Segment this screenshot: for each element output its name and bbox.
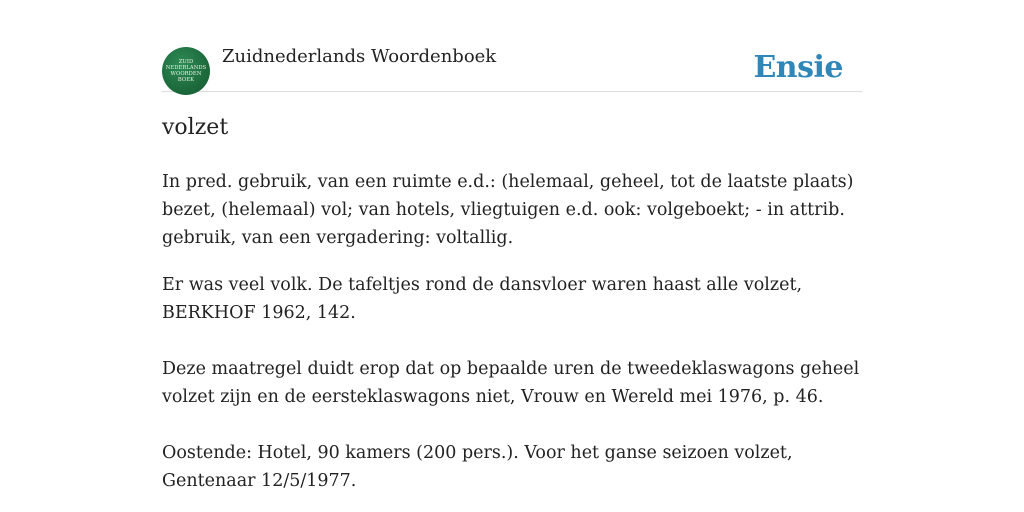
header	[162, 44, 862, 92]
example-quote: Oostende: Hotel, 90 kamers (200 pers.). Voor het ganse seizoen volzet, Gentenaar 12/5/1977.	[162, 443, 793, 491]
source-logo[interactable]	[162, 47, 210, 95]
logo-text-line: BOEK	[177, 77, 195, 83]
example-quote: Deze maatregel duidt erop dat op bepaalde uren de tweedeklaswagons geheel volzet zijn en de eersteklaswagons niet, Vrouw en Wereld mei 1976, p. 46.	[162, 359, 860, 407]
logo-text-line: ZUID	[178, 59, 194, 65]
source-name-link[interactable]: Zuidnederlands Woordenboek	[222, 46, 497, 67]
logo-text-line: NEDERLANDS	[165, 65, 207, 71]
logo-text-line: WOORDEN	[170, 71, 202, 77]
brand-logo-link[interactable]: Ensie	[753, 50, 843, 85]
example-quote: Er was veel volk. De tafeltjes rond de dansvloer waren haast alle volzet, BERKHOF 1962, 142.	[162, 275, 803, 323]
definition-text: In pred. gebruik, van een ruimte e.d.: (helemaal, geheel, tot de laatste plaats) bezet, (helemaal) vol; van hotels, vliegtuigen e.d. ook: volgeboekt; - in attrib. gebruik, van een vergadering: voltallig.	[162, 172, 854, 248]
page-title: volzet	[162, 115, 229, 140]
entry-content	[162, 168, 862, 512]
